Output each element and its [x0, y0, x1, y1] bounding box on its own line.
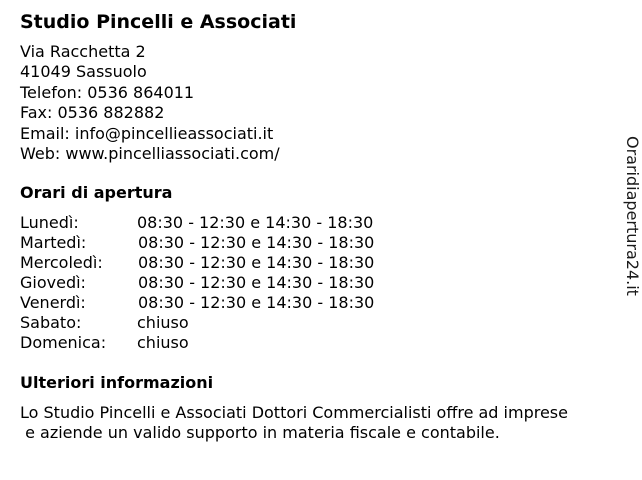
- description: [20, 403, 625, 443]
- opening-hours-heading: Orari di apertura: [20, 183, 173, 202]
- day-hours: chiuso: [137, 313, 189, 332]
- day-label: Domenica:: [20, 333, 107, 352]
- contact-block: [20, 42, 280, 164]
- email-address: Email: info@pincellieassociati.it: [20, 123, 274, 143]
- day-hours: 08:30 - 12:30 e 14:30 - 18:30: [138, 233, 375, 252]
- day-hours: 08:30 - 12:30 e 14:30 - 18:30: [137, 213, 374, 232]
- street-address: Via Racchetta 2: [20, 42, 146, 61]
- postal-city: 41049 Sassuolo: [20, 62, 147, 82]
- day-label: Giovedì:: [20, 273, 86, 292]
- day-label: Venerdì:: [20, 293, 86, 312]
- business-name: Studio Pincelli e Associati: [20, 11, 297, 33]
- fax-number: Fax: 0536 882882: [20, 103, 165, 123]
- day-hours: 08:30 - 12:30 e 14:30 - 18:30: [138, 293, 375, 312]
- day-hours: 08:30 - 12:30 e 14:30 - 18:30: [138, 253, 375, 272]
- more-info-heading: Ulteriori informazioni: [20, 373, 214, 392]
- description-line: Lo Studio Pincelli e Associati Dottori Commercialisti offre ad imprese: [20, 403, 568, 422]
- day-label: Mercoledì:: [20, 253, 103, 272]
- website: Web: www.pincelliassociati.com/: [20, 144, 280, 164]
- description-line: e aziende un valido supporto in materia fiscale e contabile.: [20, 423, 500, 442]
- site-watermark: Oraridiapertura24.it: [623, 136, 642, 296]
- day-hours: 08:30 - 12:30 e 14:30 - 18:30: [138, 273, 375, 292]
- phone-number: Telefon: 0536 864011: [20, 82, 195, 102]
- day-label: Sabato:: [20, 313, 82, 332]
- day-label: Martedì:: [20, 233, 87, 252]
- day-label: Lunedì:: [20, 213, 79, 232]
- day-hours: chiuso: [137, 333, 189, 352]
